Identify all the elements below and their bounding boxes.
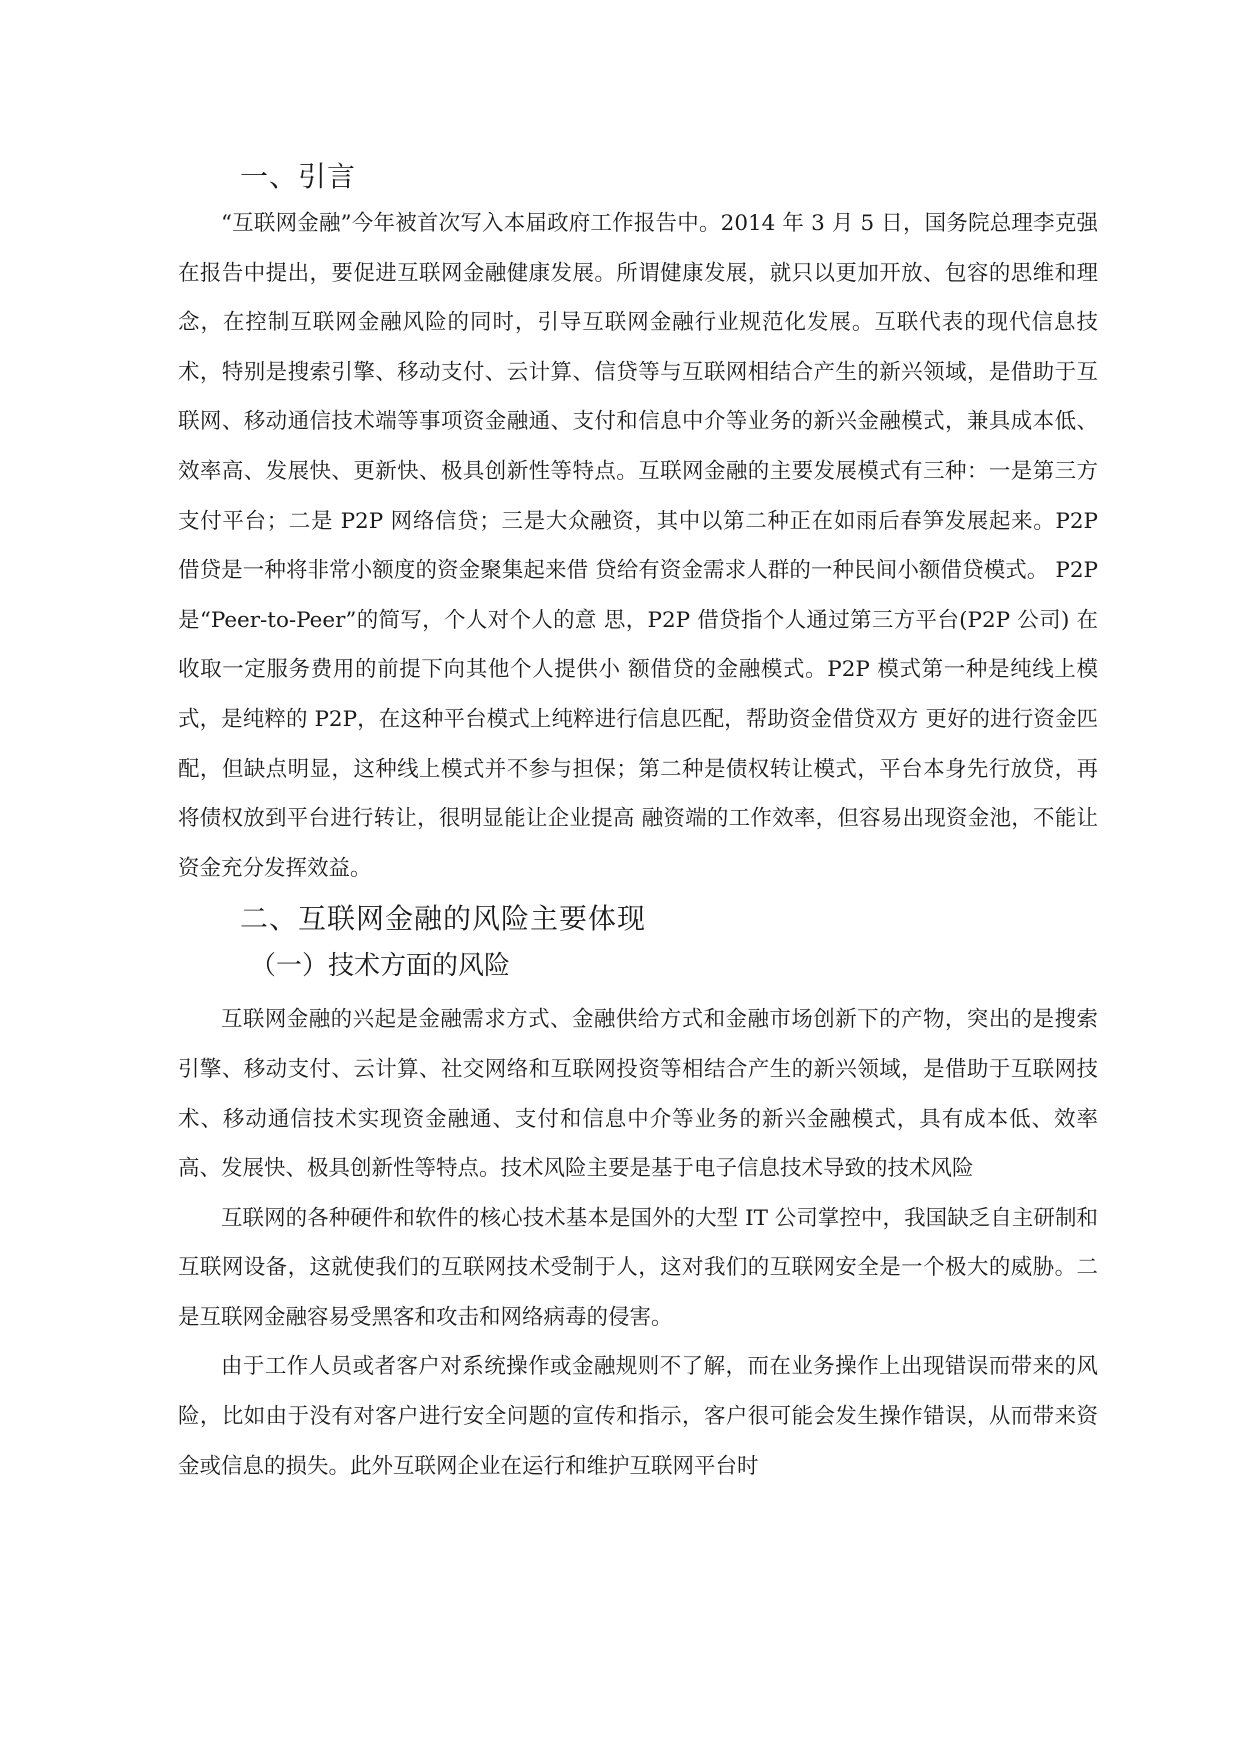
section-heading-risks: 二、互联网金融的风险主要体现 — [240, 902, 647, 936]
document-body — [178, 155, 1098, 1491]
technical-risk-paragraph-3: 由于工作人员或者客户对系统操作或金融规则不了解，而在业务操作上出现错误而带来的风险，比如由于没有对客户进行安全问题的宣传和指示，客户很可能会发生操作错误，从而带来资金或信息的损失。此外互联网企业在运行和维护互联网平台时 — [178, 1354, 1098, 1479]
section-heading-introduction: 一、引言 — [240, 160, 357, 193]
technical-risk-paragraph-2: 互联网的各种硬件和软件的核心技术基本是国外的大型 IT 公司掌控中，我国缺乏自主研制和互联网设备，这就使我们的互联网技术受制于人，这对我们的互联网安全是一个极大的威胁。二是互联网金融容易受黑客和攻击和网络病毒的侵害。 — [178, 1205, 1098, 1330]
technical-risk-paragraph-1: 互联网金融的兴起是金融需求方式、金融供给方式和金融市场创新下的产物，突出的是搜索引擎、移动支付、云计算、社交网络和互联网投资等相结合产生的新兴领域，是借助于互联网技术、移动通信技术实现资金融通、支付和信息中介等业务的新兴金融模式，具有成本低、效率高、发展快、极具创新性等特点。技术风险主要是基于电子信息技术导致的技术风险 — [178, 1007, 1098, 1182]
introduction-paragraph: “互联网金融”今年被首次写入本届政府工作报告中。2014 年 3 月 5 日，国务院总理李克强在报告中提出，要促进互联网金融健康发展。所谓健康发展，就只以更加开放、包容的思维和理念，在控制互联网金融风险的同时，引导互联网金融行业规范化发展。互联代表的现代信息技术，特别是搜索引擎、移动支付、云计算、信贷等与互联网相结合产生的新兴领域，是借助于互联网、移动通信技术端等事项资金融通、支付和信息中介等业务的新兴金融模式，兼具成本低、效率高、发展快、更新快、极具创新性等特点。互联网金融的主要发展模式有三种：一是第三方支付平台；二是 P2P 网络信贷；三是大众融资，其中以第二种正在如雨后春笋发展起来。P2P 借贷是一种将非常小额度的资金聚集起来借 贷给有资金需求人群的一种民间小额借贷模式。 P2P 是“Peer-to-Peer”的简写，个人对个人的意 思，P2P 借贷指个人通过第三方平台(P2P 公司) 在收取一定服务费用的前提下向其他个人提供小 额借贷的金融模式。P2P 模式第一种是纯线上模式，是纯粹的 P2P，在这种平台模式上纯粹进行信息匹配，帮助资金借贷双方 更好的进行资金匹配，但缺点明显，这种线上模式并不参与担保；第二种是债权转让模式，平台本身先行放贷，再 将债权放到平台进行转让，很明显能让企业提高 融资端的工作效率，但容易出现资金池，不能让资金充分发挥效益。 — [178, 211, 1098, 881]
subsection-heading-technical-risk: （一）技术方面的风险 — [250, 951, 511, 982]
